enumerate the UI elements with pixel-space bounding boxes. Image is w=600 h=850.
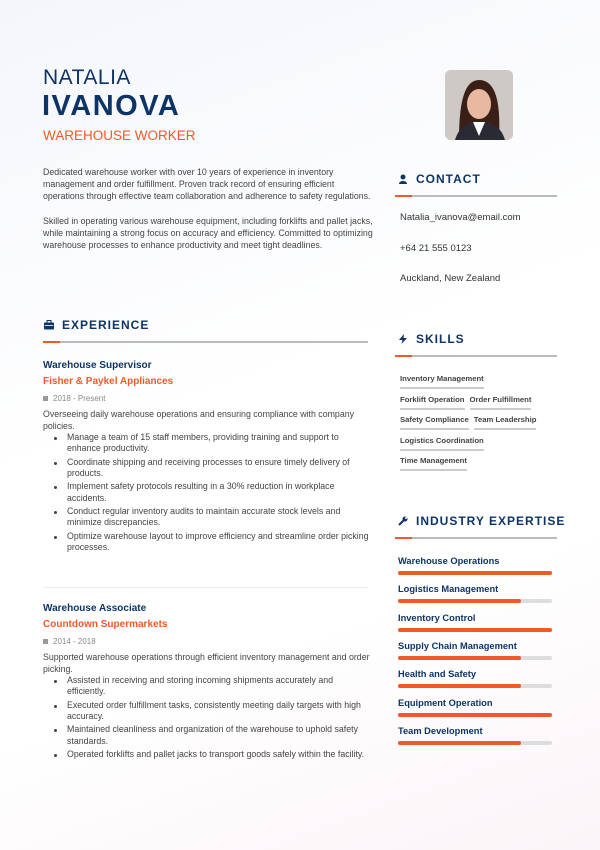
expertise-heading bbox=[398, 514, 565, 528]
job-description: Supported warehouse operations through efficient inventory management and order picking. bbox=[43, 652, 370, 674]
expertise-item bbox=[398, 641, 552, 660]
user-icon bbox=[398, 174, 408, 184]
job-entry bbox=[43, 360, 373, 556]
bullet: Maintained cleanliness and organization of the warehouse to uphold safety standards. bbox=[67, 724, 373, 746]
job-title: WAREHOUSE WORKER bbox=[43, 128, 196, 143]
expertise-item bbox=[398, 726, 552, 745]
expertise-bar-fill bbox=[398, 741, 521, 745]
contact-email[interactable]: Natalia_ivanova@email.com bbox=[400, 212, 521, 223]
bullet: Conduct regular inventory audits to maintain accurate stock levels and minimize discrepancies. bbox=[67, 506, 373, 528]
expertise-bar bbox=[398, 599, 552, 603]
skill-tag: Inventory Management bbox=[400, 374, 484, 389]
last-name: IVANOVA bbox=[42, 90, 181, 122]
bullet: Manage a team of 15 staff members, providing training and support to enhance productivity. bbox=[67, 432, 373, 454]
wrench-icon bbox=[398, 516, 408, 526]
skill-tag: Safety Compliance bbox=[400, 415, 469, 430]
expertise-name: Supply Chain Management bbox=[398, 640, 517, 651]
expertise-item bbox=[398, 669, 552, 688]
job-company: Countdown Supermarkets bbox=[43, 619, 168, 630]
job-dates bbox=[43, 637, 373, 646]
contact-heading-text: CONTACT bbox=[416, 172, 481, 186]
expertise-bar bbox=[398, 571, 552, 575]
bullet: Implement safety protocols resulting in a 30% reduction in workplace accidents. bbox=[67, 481, 373, 503]
experience-heading-text: EXPERIENCE bbox=[62, 318, 150, 332]
bullet: Optimize warehouse layout to improve efficiency and streamline order picking processes. bbox=[67, 531, 373, 553]
job-entry bbox=[43, 603, 373, 763]
expertise-bar-fill bbox=[398, 571, 552, 575]
skills-heading bbox=[398, 332, 465, 346]
profile-photo bbox=[445, 70, 513, 140]
expertise-bar-fill bbox=[398, 628, 552, 632]
skills-heading-text: SKILLS bbox=[416, 332, 465, 346]
expertise-name: Team Development bbox=[398, 725, 483, 736]
skills-list bbox=[400, 374, 560, 477]
expertise-item bbox=[398, 698, 552, 717]
expertise-bar bbox=[398, 684, 552, 688]
skill-tag: Time Management bbox=[400, 456, 467, 471]
expertise-name: Health and Safety bbox=[398, 669, 477, 680]
job-description: Overseeing daily warehouse operations and ensuring compliance with company policies. bbox=[43, 409, 355, 431]
bullet: Assisted in receiving and storing incoming shipments accurately and efficiently. bbox=[67, 675, 373, 697]
expertise-item bbox=[398, 556, 552, 575]
expertise-item bbox=[398, 613, 552, 632]
skill-tag: Logistics Coordination bbox=[400, 436, 484, 451]
expertise-name: Inventory Control bbox=[398, 612, 476, 623]
summary-paragraph: Dedicated warehouse worker with over 10 years of experience in inventory management and order fulfillment. Proven track record of ensuring efficient operations through effective team collaboration and adherence to safety regulations. bbox=[43, 167, 371, 202]
job-dates-text: 2018 - Present bbox=[53, 394, 106, 403]
skill-tag: Order Fulfillment bbox=[470, 395, 532, 410]
skill-tag: Team Leadership bbox=[474, 415, 537, 430]
divider bbox=[43, 341, 368, 343]
bullet: Operated forklifts and pallet jacks to transport goods safely within the facility. bbox=[67, 749, 373, 760]
contact-heading bbox=[398, 172, 481, 186]
job-position: Warehouse Associate bbox=[43, 603, 147, 614]
contact-phone: +64 21 555 0123 bbox=[400, 243, 472, 254]
expertise-bar-fill bbox=[398, 656, 521, 660]
expertise-bar bbox=[398, 713, 552, 717]
bullet: Executed order fulfillment tasks, consistently meeting daily targets with high accuracy. bbox=[67, 700, 373, 722]
job-dates bbox=[43, 394, 373, 403]
divider bbox=[395, 195, 557, 197]
calendar-icon bbox=[43, 396, 48, 401]
summary-paragraph: Skilled in operating various warehouse equipment, including forklifts and pallet jacks, while maintaining a strong focus on accuracy and efficiency. Committed to optimizing warehouse processes to enhance productivity and meet tight deadlines. bbox=[43, 215, 373, 251]
summary bbox=[43, 166, 373, 263]
job-bullets bbox=[67, 675, 373, 760]
expertise-heading-text: INDUSTRY EXPERTISE bbox=[416, 514, 566, 528]
contact-location: Auckland, New Zealand bbox=[400, 273, 501, 284]
expertise-bar-fill bbox=[398, 713, 552, 717]
expertise-item bbox=[398, 584, 552, 603]
job-position: Warehouse Supervisor bbox=[43, 360, 152, 371]
job-dates-text: 2014 - 2018 bbox=[53, 637, 96, 646]
divider bbox=[395, 537, 557, 539]
divider bbox=[395, 355, 557, 357]
expertise-name: Equipment Operation bbox=[398, 697, 493, 708]
first-name: NATALIA bbox=[43, 66, 131, 89]
expertise-name: Logistics Management bbox=[398, 584, 499, 595]
job-company: Fisher & Paykel Appliances bbox=[43, 376, 174, 387]
expertise-bar-fill bbox=[398, 684, 521, 688]
bolt-icon bbox=[398, 334, 408, 344]
divider bbox=[43, 587, 368, 588]
expertise-name: Warehouse Operations bbox=[398, 556, 500, 566]
expertise-bar bbox=[398, 656, 552, 660]
briefcase-icon bbox=[44, 320, 54, 330]
skill-tag: Forklift Operation bbox=[400, 395, 465, 410]
expertise-bar bbox=[398, 741, 552, 745]
experience-heading bbox=[44, 318, 149, 332]
expertise-bar bbox=[398, 628, 552, 632]
expertise-bar-fill bbox=[398, 599, 521, 603]
bullet: Coordinate shipping and receiving processes to ensure timely delivery of products. bbox=[67, 457, 373, 479]
calendar-icon bbox=[43, 639, 48, 644]
job-bullets bbox=[67, 432, 373, 553]
